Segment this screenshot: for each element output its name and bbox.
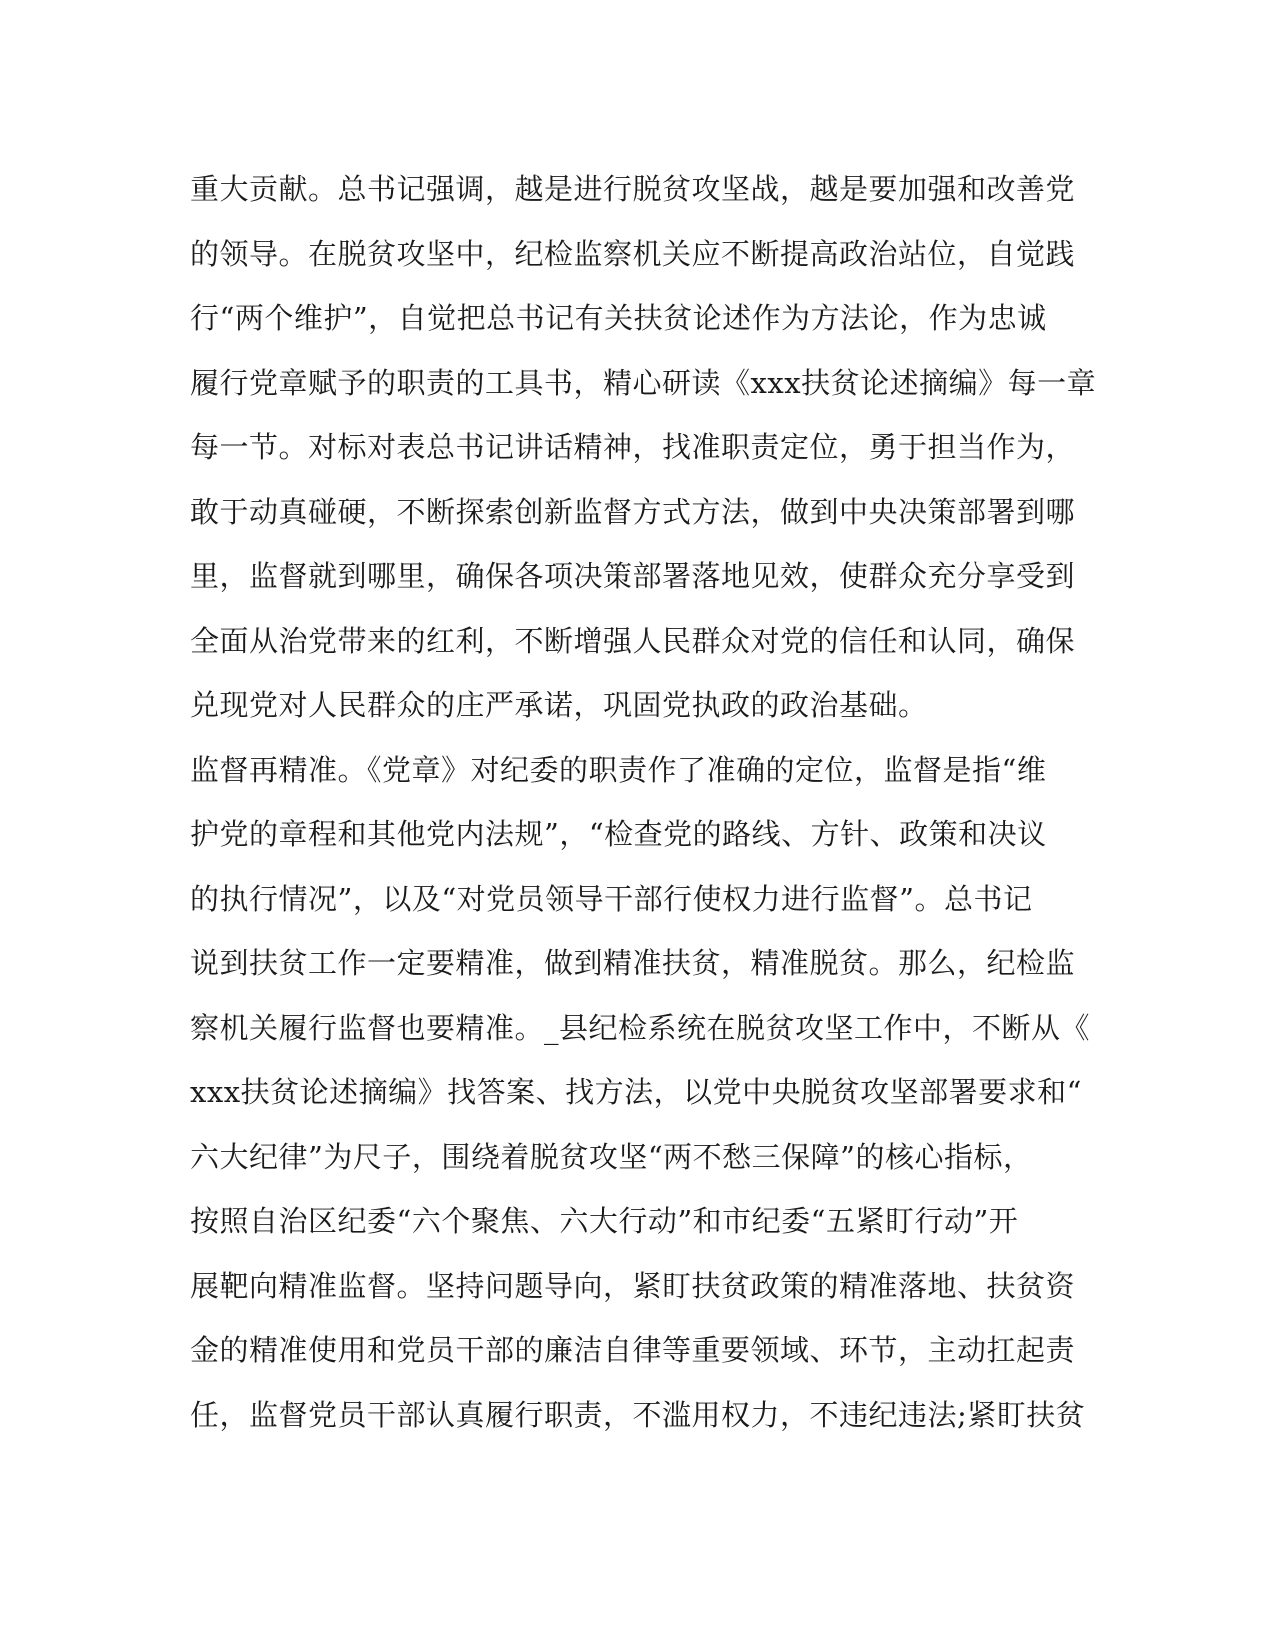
text-line: 的执行情况”，以及“对党员领导干部行使权力进行监督”。总书记 xyxy=(190,881,1033,916)
text-line: 的领导。在脱贫攻坚中，纪检监察机关应不断提高政治站位，自觉践 xyxy=(190,236,1076,271)
text-line: 按照自治区纪委“六个聚焦、六大行动”和市纪委“五紧盯行动”开 xyxy=(190,1204,1019,1238)
paragraph-start-line: 监督再精准。《党章》对纪委的职责作了准确的定位，监督是指“维 xyxy=(190,752,1047,787)
text-line: 履行党章赋予的职责的工具书，精心研读《xxx扶贫论述摘编》每一章 xyxy=(190,365,1097,400)
text-line: 行“两个维护”，自觉把总书记有关扶贫论述作为方法论，作为忠诚 xyxy=(190,301,1047,335)
text-line: 六大纪律”为尺子，围绕着脱贫攻坚“两不愁三保障”的核心指标， xyxy=(190,1139,1033,1174)
text-line: 全面从治党带来的红利，不断增强人民群众对党的信任和认同，确保 xyxy=(190,623,1076,658)
text-line: 金的精准使用和党员干部的廉洁自律等重要领域、环节，主动扛起责 xyxy=(190,1333,1076,1367)
text-line: 里，监督就到哪里，确保各项决策部署落地见效，使群众充分享受到 xyxy=(190,559,1076,593)
text-line: 任，监督党员干部认真履行职责，不滥用权力，不违纪违法;紧盯扶贫 xyxy=(190,1397,1086,1432)
text-line: 察机关履行监督也要精准。_县纪检系统在脱贫攻坚工作中，不断从《 xyxy=(190,1010,1091,1045)
text-line: xxx扶贫论述摘编》找答案、找方法，以党中央脱贫攻坚部署要求和“ xyxy=(190,1075,1082,1109)
text-line: 重大贡献。总书记强调，越是进行脱贫攻坚战，越是要加强和改善党 xyxy=(190,172,1076,206)
text-line: 说到扶贫工作一定要精准，做到精准扶贫，精准脱贫。那么，纪检监 xyxy=(190,946,1076,980)
text-line: 每一节。对标对表总书记讲话精神，找准职责定位，勇于担当作为， xyxy=(190,430,1076,464)
body-text xyxy=(190,157,1097,1447)
text-line: 敢于动真碰硬，不断探索创新监督方式方法，做到中央决策部署到哪 xyxy=(190,494,1076,529)
text-line: 护党的章程和其他党内法规”，“检查党的路线、方针、政策和决议 xyxy=(190,817,1047,851)
text-line: 展靶向精准监督。坚持问题导向，紧盯扶贫政策的精准落地、扶贫资 xyxy=(190,1268,1076,1303)
text-line: 兑现党对人民群众的庄严承诺，巩固党执政的政治基础。 xyxy=(190,688,928,722)
